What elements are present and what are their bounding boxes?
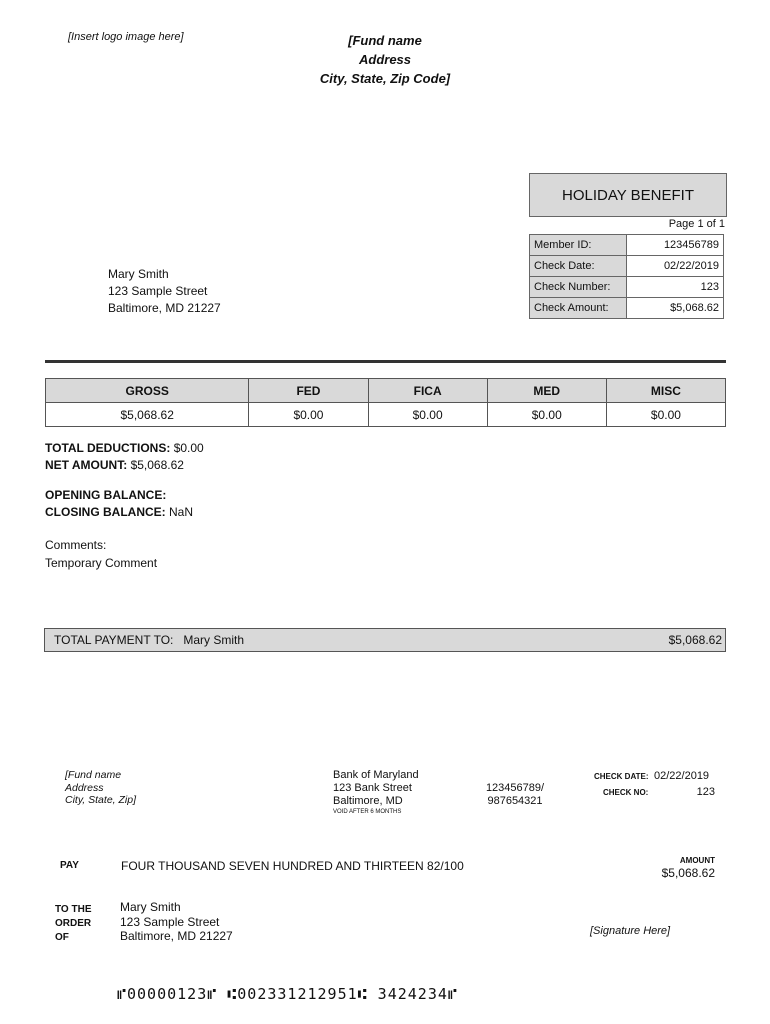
page-indicator: Page 1 of 1 — [668, 218, 725, 230]
totals-block — [45, 440, 204, 474]
order-label: ORDER — [55, 918, 92, 929]
closing-balance — [45, 504, 193, 521]
routing-line-2: 987654321 — [487, 795, 543, 807]
total-payment-name: Mary Smith — [183, 633, 245, 647]
opening-balance — [45, 487, 193, 504]
fund-city-state-zip: City, State, Zip Code] — [319, 71, 451, 86]
payee-street: 123 Sample Street — [120, 914, 220, 929]
info-value: 123456789 — [627, 235, 724, 256]
comments-text: Temporary Comment — [45, 556, 158, 570]
deductions-value-row — [46, 403, 726, 427]
info-label: Member ID: — [530, 235, 627, 256]
closing-balance-label: CLOSING BALANCE: — [45, 505, 166, 519]
total-deductions-value: $0.00 — [173, 441, 204, 455]
member-address — [108, 266, 221, 317]
balances-block — [45, 487, 193, 521]
check-no-value: 123 — [696, 786, 715, 798]
logo-placeholder: [Insert logo image here] — [68, 31, 184, 43]
check-date-value: 02/22/2019 — [654, 770, 710, 782]
bank-street: 123 Bank Street — [333, 782, 412, 794]
info-label: Check Date: — [530, 256, 627, 277]
check-fund-name: [Fund name — [65, 769, 122, 781]
check-fund-address — [65, 769, 136, 807]
closing-balance-value: NaN — [169, 505, 194, 519]
check-date-label: CHECK DATE: — [594, 772, 649, 781]
total-payment-bar — [44, 628, 726, 652]
net-amount-value: $5,068.62 — [130, 458, 184, 472]
payee-city: Baltimore, MD 21227 — [120, 929, 233, 943]
signature-placeholder: [Signature Here] — [590, 925, 671, 937]
check-fund-city: City, State, Zip] — [65, 794, 136, 806]
col-header-gross: GROSS — [46, 379, 249, 403]
of-label: OF — [55, 932, 69, 943]
member-name: Mary Smith — [108, 267, 169, 281]
gross-value: $5,068.62 — [46, 403, 249, 427]
routing-numbers — [470, 782, 560, 808]
benefit-title: HOLIDAY BENEFIT — [529, 173, 727, 217]
pay-amount-words: FOUR THOUSAND SEVEN HUNDRED AND THIRTEEN 82/100 — [121, 859, 464, 873]
opening-balance-label: OPENING BALANCE: — [45, 488, 167, 502]
net-amount-label: NET AMOUNT: — [45, 458, 128, 472]
payee-name: Mary Smith — [120, 900, 181, 914]
total-deductions — [45, 440, 204, 457]
bank-city: Baltimore, MD — [333, 795, 403, 807]
info-value: 123 — [627, 277, 724, 298]
bank-address — [333, 769, 419, 816]
info-value: 02/22/2019 — [627, 256, 724, 277]
deductions-header-row — [46, 379, 726, 403]
comments-block — [45, 536, 157, 572]
info-row-check-number — [530, 277, 724, 298]
amount-value: $5,068.62 — [661, 866, 715, 880]
net-amount — [45, 457, 204, 474]
check-no-label: CHECK NO: — [603, 788, 649, 797]
info-label: Check Amount: — [530, 298, 627, 319]
amount-label: AMOUNT — [679, 856, 715, 865]
info-value: $5,068.62 — [627, 298, 724, 319]
deductions-table — [45, 378, 726, 427]
col-header-fed: FED — [249, 379, 368, 403]
total-payment-amount: $5,068.62 — [668, 633, 722, 647]
col-header-med: MED — [487, 379, 606, 403]
med-value: $0.00 — [487, 403, 606, 427]
comments-label: Comments: — [45, 538, 107, 552]
fund-name: [Fund name — [348, 33, 422, 48]
pay-label: PAY — [60, 860, 79, 871]
to-the-order-of-label — [55, 903, 91, 945]
fund-address: Address — [358, 52, 412, 67]
member-city: Baltimore, MD 21227 — [108, 301, 221, 315]
member-street: 123 Sample Street — [108, 284, 208, 298]
section-divider — [45, 360, 726, 363]
void-note: VOID AFTER 6 MONTHS — [333, 809, 402, 815]
check-info-table — [529, 234, 724, 319]
info-label: Check Number: — [530, 277, 627, 298]
info-row-check-date — [530, 256, 724, 277]
payee-address — [120, 900, 233, 944]
fed-value: $0.00 — [249, 403, 368, 427]
total-deductions-label: TOTAL DEDUCTIONS: — [45, 441, 171, 455]
fund-header — [300, 31, 470, 88]
micr-line: ⑈00000123⑈ ⑆002331212951⑆ 3424234⑈ — [117, 985, 458, 1003]
routing-line-1: 123456789/ — [485, 782, 545, 794]
col-header-fica: FICA — [368, 379, 487, 403]
misc-value: $0.00 — [606, 403, 725, 427]
col-header-misc: MISC — [606, 379, 725, 403]
info-row-member-id — [530, 235, 724, 256]
bank-name: Bank of Maryland — [333, 769, 419, 781]
to-the-label: TO THE — [55, 904, 92, 915]
fica-value: $0.00 — [368, 403, 487, 427]
info-row-check-amount — [530, 298, 724, 319]
total-payment-label: TOTAL PAYMENT TO: — [54, 633, 174, 647]
check-fund-street: Address — [65, 781, 104, 794]
